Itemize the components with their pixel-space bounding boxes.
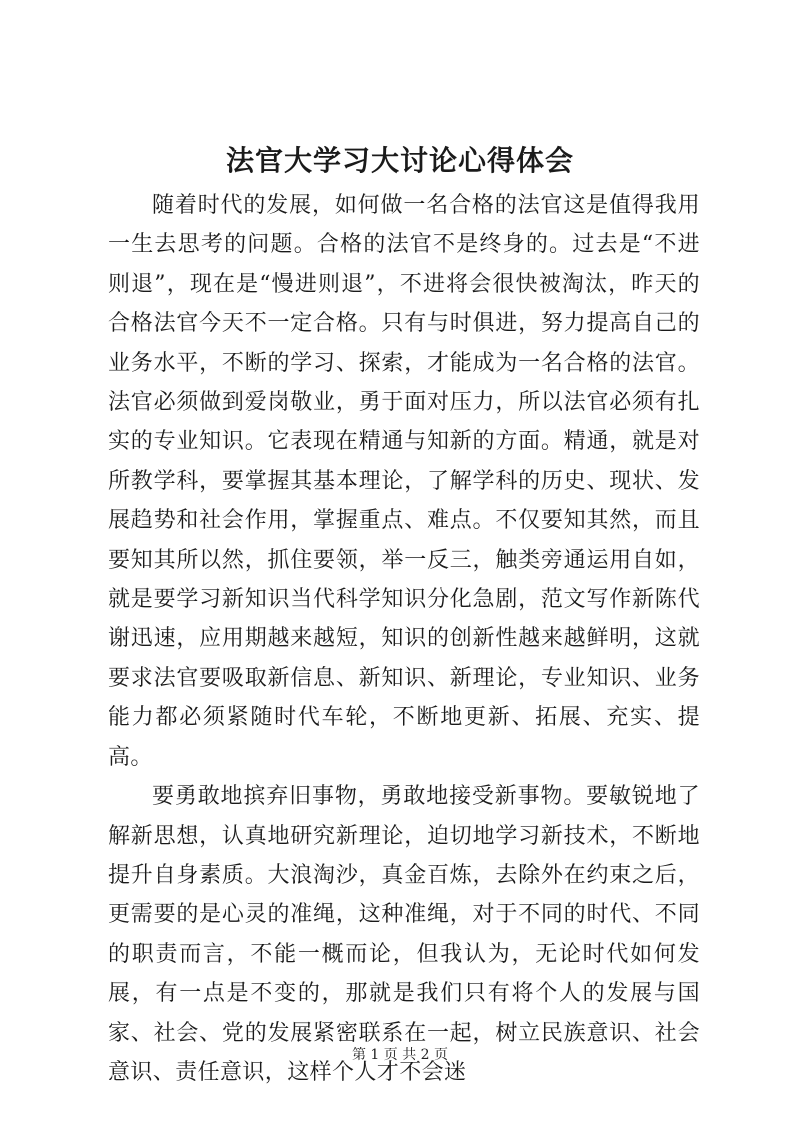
page-footer: 第 1 页 共 2 页 [351,1047,449,1063]
document-title: 法官大学习大讨论心得体会 [225,144,574,177]
document-body [108,186,700,1092]
paragraph-2: 要勇敢地摈弃旧事物，勇敢地接受新事物。要敏锐地了解新思想，认真地研究新理论，迫切地学习新技术，不断地提升自身素质。大浪淘沙，真金百炼，去除外在约束之后，更需要的是心灵的准绳，这种准绳，对于不同的时代、不同的职责而言，不能一概而论，但我认为，无论时代如何发展，有一点是不变的，那就是我们只有将个人的发展与国家、社会、党的发展紧密联系在一起，树立民族意识、社会意识、责任意识，这样个人才不会迷 [108,784,700,1085]
paragraph-1: 随着时代的发展，如何做一名合格的法官这是值得我用一生去思考的问题。合格的法官不是终身的。过去是“不进则退”，现在是“慢进则退”，不进将会很快被淘汰，昨天的合格法官今天不一定合格。只有与时俱进，努力提高自己的业务水平，不断的学习、探索，才能成为一名合格的法官。法官必须做到爱岗敬业，勇于面对压力，所以法官必须有扎实的专业知识。它表现在精通与知新的方面。精通，就是对所教学科，要掌握其基本理论，了解学科的历史、现状、发展趋势和社会作用，掌握重点、难点。不仅要知其然，而且要知其所以然，抓住要领，举一反三，触类旁通运用自如，就是要学习新知识当代科学知识分化急剧，范文写作新陈代谢迅速，应用期越来越短，知识的创新性越来越鲜明，这就要求法官要吸取新信息、新知识、新理论，专业知识、业务能力都必须紧随时代车轮，不断地更新、拓展、充实、提高。 [108,193,700,770]
